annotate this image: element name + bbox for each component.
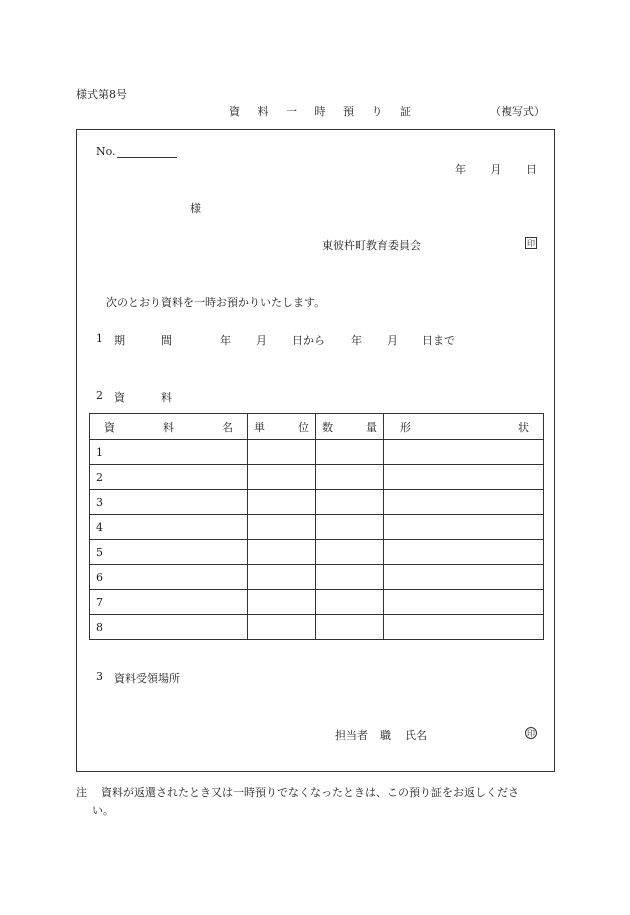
- title-char: 料: [257, 105, 269, 118]
- period-label-char: 期: [114, 334, 125, 347]
- receiving-place-number: 3: [96, 670, 103, 683]
- staff-name-label: 氏名: [405, 729, 427, 742]
- issue-date: [455, 161, 537, 177]
- row-number-cell: 5: [90, 540, 248, 565]
- row-number-cell: 8: [90, 615, 248, 640]
- staff-seal-icon: [525, 726, 537, 739]
- receipt-number-label: No.: [96, 145, 116, 158]
- title-char: 一: [286, 105, 297, 118]
- quantity-cell[interactable]: [316, 465, 384, 490]
- quantity-cell[interactable]: [316, 490, 384, 515]
- period-to-day: 日まで: [422, 334, 455, 347]
- receipt-number: [96, 145, 177, 158]
- table-header-row: [90, 414, 544, 440]
- date-day-label: 日: [526, 163, 537, 176]
- shape-cell[interactable]: [384, 565, 544, 590]
- materials-table: [89, 413, 544, 640]
- table-row: [90, 465, 544, 490]
- row-number-cell: 1: [90, 440, 248, 465]
- unit-cell[interactable]: [248, 565, 316, 590]
- unit-cell[interactable]: [248, 615, 316, 640]
- shape-cell[interactable]: [384, 440, 544, 465]
- document-title: [229, 103, 411, 119]
- header-char: 単: [254, 420, 265, 434]
- row-number-cell: 4: [90, 515, 248, 540]
- table-row: [90, 490, 544, 515]
- materials-number: 2: [96, 389, 103, 402]
- table-row: [90, 590, 544, 615]
- table-row: [90, 515, 544, 540]
- row-number-cell: 7: [90, 590, 248, 615]
- unit-cell[interactable]: [248, 540, 316, 565]
- unit-cell[interactable]: [248, 440, 316, 465]
- staff-position-label: 職: [380, 729, 391, 742]
- header-material-name: [90, 414, 248, 440]
- quantity-cell[interactable]: [316, 515, 384, 540]
- period-label-char: 間: [161, 334, 172, 347]
- header-char: 形: [400, 420, 411, 434]
- unit-cell[interactable]: [248, 465, 316, 490]
- row-number-cell: 6: [90, 565, 248, 590]
- header-char: 量: [366, 420, 377, 434]
- period-label: [114, 332, 172, 348]
- title-char: 資: [229, 105, 240, 118]
- receiving-place-label: 資料受領場所: [114, 672, 180, 685]
- addressee-suffix: 様: [190, 202, 201, 215]
- staff-label: 担当者: [335, 729, 368, 742]
- unit-cell[interactable]: [248, 590, 316, 615]
- note-label: 注: [76, 786, 87, 799]
- table-row: [90, 540, 544, 565]
- header-shape: [384, 414, 544, 440]
- shape-cell[interactable]: [384, 615, 544, 640]
- shape-cell[interactable]: [384, 490, 544, 515]
- shape-cell[interactable]: [384, 540, 544, 565]
- period-from-year: 年: [220, 334, 231, 347]
- shape-cell[interactable]: [384, 465, 544, 490]
- period-to-month: 月: [387, 334, 398, 347]
- materials-label-char: 料: [161, 391, 172, 404]
- shape-cell[interactable]: [384, 590, 544, 615]
- form-number: 様式第8号: [76, 88, 127, 101]
- title-char: 証: [400, 105, 411, 118]
- copy-type: （複写式）: [490, 105, 545, 118]
- header-char: 状: [518, 420, 529, 434]
- header-char: 資: [104, 420, 115, 434]
- date-year-label: 年: [455, 163, 466, 176]
- shape-cell[interactable]: [384, 515, 544, 540]
- quantity-cell[interactable]: [316, 440, 384, 465]
- unit-cell[interactable]: [248, 515, 316, 540]
- row-number-cell: 3: [90, 490, 248, 515]
- header-char: 位: [298, 420, 309, 434]
- title-char: 時: [314, 105, 326, 118]
- quantity-cell[interactable]: [316, 540, 384, 565]
- period-from-month: 月: [256, 334, 267, 347]
- quantity-cell[interactable]: [316, 590, 384, 615]
- table-row: [90, 615, 544, 640]
- issuer-seal: 印: [527, 239, 535, 248]
- period-from-day: 日から: [292, 334, 325, 347]
- table-row: [90, 565, 544, 590]
- quantity-cell[interactable]: [316, 565, 384, 590]
- row-number-cell: 2: [90, 465, 248, 490]
- period-to-year: 年: [351, 334, 362, 347]
- title-char: 預: [343, 105, 354, 118]
- materials-label: [114, 389, 172, 405]
- staff-seal: 印: [527, 729, 535, 738]
- header-char: 数: [322, 420, 333, 434]
- quantity-cell[interactable]: [316, 615, 384, 640]
- header-char: 名: [222, 420, 233, 434]
- note-text-line2: い。: [92, 804, 114, 817]
- period-number: 1: [96, 332, 103, 345]
- date-month-label: 月: [490, 163, 502, 176]
- header-unit: [248, 414, 316, 440]
- unit-cell[interactable]: [248, 490, 316, 515]
- receipt-number-line: [117, 147, 177, 158]
- issuer-name: 東彼杵町教育委員会: [322, 239, 421, 252]
- note-text-line1: 資料が返還されたとき又は一時預りでなくなったときは、この預り証をお返しくださ: [101, 786, 519, 799]
- title-char: り: [371, 105, 383, 118]
- issuer-seal-icon: [525, 236, 537, 249]
- header-char: 料: [163, 420, 174, 434]
- intro-text: 次のとおり資料を一時お預かりいたします。: [106, 296, 326, 309]
- table-row: [90, 440, 544, 465]
- header-quantity: [316, 414, 384, 440]
- materials-label-char: 資: [114, 391, 125, 404]
